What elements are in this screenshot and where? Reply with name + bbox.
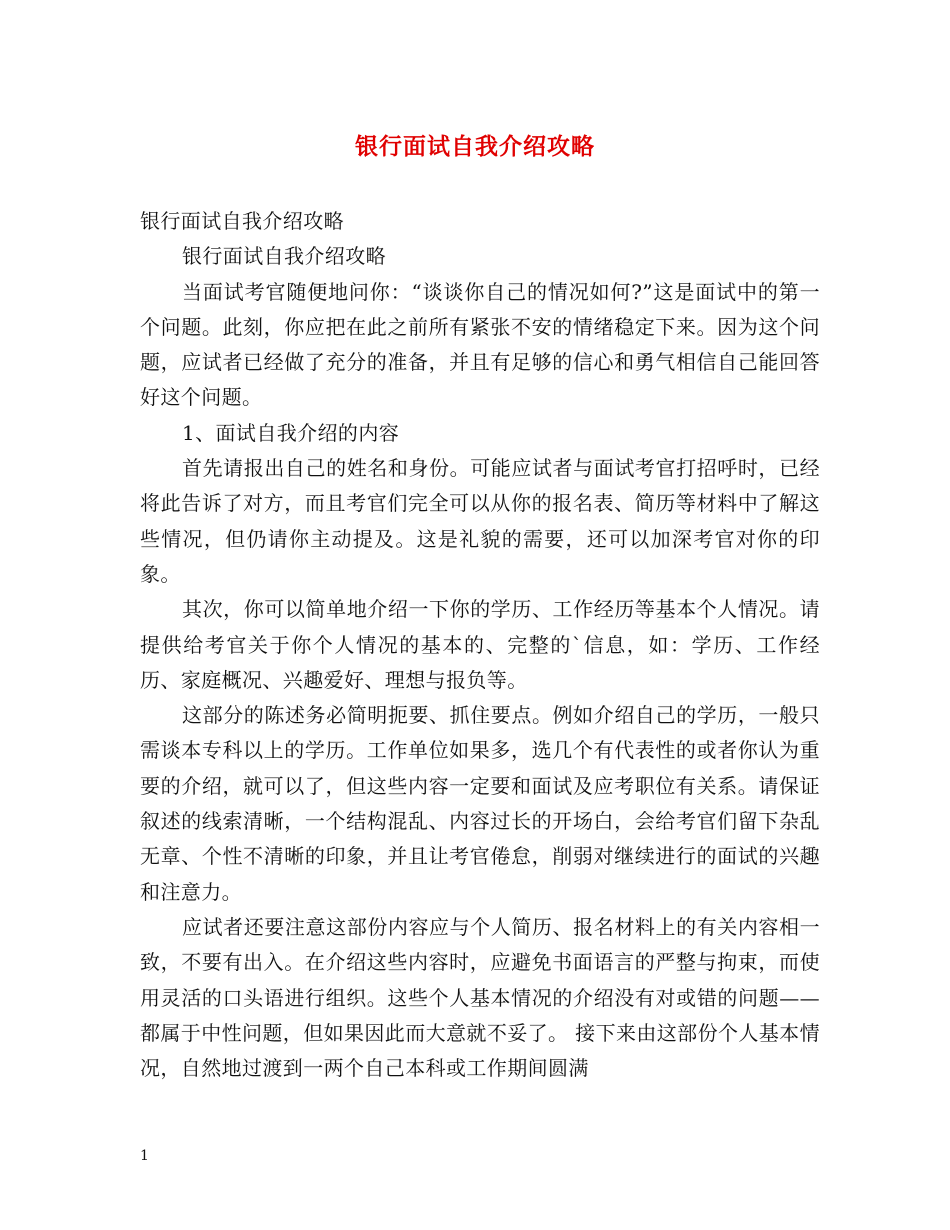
paragraph-consistency: 应试者还要注意这部份内容应与个人简历、报名材料上的有关内容相一致，不要有出入。在介绍这些内容时，应避免书面语言的严整与拘束，而使用灵活的口头语进行组织。这些个人基本情况的介绍没有对或错的问题——都属于中性问题，但如果因此而大意就不妥了。 接下来由这部份个人基本情况，自然地过渡到一两个自己本科或工作期间圆满 <box>140 914 820 1081</box>
page-number: 1 <box>140 1148 149 1164</box>
paragraph-intro: 当面试考官随便地问你：“谈谈你自己的情况如何?”这是面试中的第一个问题。此刻，你应把在此之前所有紧张不安的情绪稳定下来。因为这个问题，应试者已经做了充分的准备，并且有足够的信心和勇气相信自己能回答好这个问题。 <box>140 279 820 410</box>
paragraph-concise: 这部分的陈述务必简明扼要、抓住要点。例如介绍自己的学历，一般只需谈本专科以上的学历。工作单位如果多，选几个有代表性的或者你认为重要的介绍，就可以了，但这些内容一定要和面试及应考职位有关系。请保证叙述的线索清晰，一个结构混乱、内容过长的开场白，会给考官们留下杂乱无章、个性不清晰的印象，并且让考官倦怠，削弱对继续进行的面试的兴趣和注意力。 <box>140 703 820 904</box>
paragraph-subheading: 银行面试自我介绍攻略 <box>182 244 386 269</box>
paragraph-section-heading: 1、面试自我介绍的内容 <box>182 420 400 445</box>
paragraph-heading: 银行面试自我介绍攻略 <box>140 209 344 233</box>
paragraph-name-identity: 首先请报出自己的姓名和身份。可能应试者与面试考官打招呼时，已经将此告诉了对方，而且考官们完全可以从你的报名表、简历等材料中了解这些情况，但仍请你主动提及。这是礼貌的需要，还可以加深考官对你的印象。 <box>140 456 820 586</box>
document-title: 银行面试自我介绍攻略 <box>355 133 595 160</box>
document-body <box>140 204 820 1086</box>
paragraph-background: 其次，你可以简单地介绍一下你的学历、工作经历等基本个人情况。请提供给考官关于你个人情况的基本的、完整的`信息，如：学历、工作经历、家庭概况、兴趣爱好、理想与报负等。 <box>140 597 820 692</box>
